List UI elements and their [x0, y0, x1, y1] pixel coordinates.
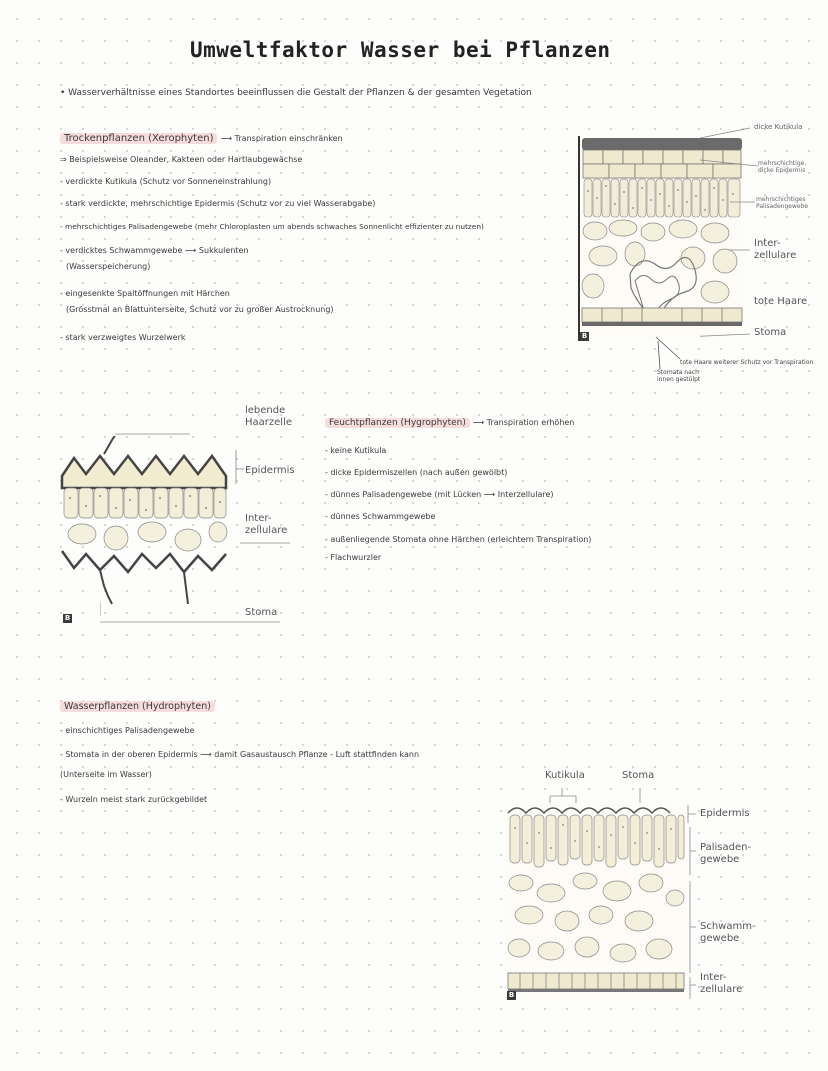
xero-heading-row — [60, 133, 343, 144]
hydro-line: (Unterseite im Wasser) — [60, 770, 152, 779]
hygro-epidermis-bracket — [232, 444, 302, 484]
xero-line: - eingesenkte Spaltöffnungen mit Härchen — [60, 289, 230, 298]
hygro-leader-lines — [100, 414, 190, 624]
hydro-label-epidermis: Epidermis — [700, 808, 750, 819]
hydro-leaf-drawing — [505, 803, 687, 1003]
hydro-heading: Wasserpflanzen (Hydrophyten) — [60, 701, 215, 712]
hydro-figure-mark: B — [508, 991, 515, 999]
xero-line: - stark verdickte, mehrschichtige Epidermis (Schutz vor zu viel Wasserabgabe) — [60, 199, 376, 208]
xero-label-kutikula: dicke Kutikula — [754, 123, 803, 131]
hygro-inter-line — [240, 540, 300, 550]
hydro-label-stoma: Stoma — [622, 770, 655, 781]
xero-label-palisaden: mehrschichtiges Palisadengewebe — [756, 196, 809, 210]
hygro-heading: Feuchtpflanzen (Hygrophyten) — [325, 418, 470, 428]
xero-note-stomata: Stomata nach innen gestülpt — [657, 369, 701, 383]
page-title: Umweltfaktor Wasser bei Pflanzen — [190, 38, 611, 62]
hygro-line: - außenliegende Stomata ohne Härchen (erleichtern Transpiration) — [325, 535, 592, 544]
hydro-line: - Wurzeln meist stark zurückgebildet — [60, 795, 208, 804]
hygro-label-inter: Inter- zellulare — [245, 513, 288, 536]
xero-label-inter: Inter- zellulare — [754, 238, 797, 261]
xero-arrow: ⟶ Transpiration einschränken — [220, 134, 343, 143]
xero-figure-mark: B — [581, 332, 588, 340]
hygro-line: - dünnes Schwammgewebe — [325, 512, 436, 521]
xero-line: - verdickte Kutikula (Schutz vor Sonneneinstrahlung) — [60, 177, 272, 186]
xero-line: (Grösstmal an Blattunterseite, Schutz vor zu großer Austrocknung) — [66, 305, 334, 314]
xero-line: ⇒ Beispielsweise Oleander, Kakteen oder Hartlaubgewächse — [60, 155, 303, 164]
hydro-label-palisaden: Palisaden- gewebe — [700, 842, 752, 865]
hydro-line: - einschichtiges Palisadengewebe — [60, 726, 195, 735]
xero-leader-lines — [700, 120, 790, 350]
hydro-heading-row — [60, 701, 215, 712]
xero-heading: Trockenpflanzen (Xerophyten) — [60, 133, 217, 144]
hygro-heading-row — [325, 418, 574, 428]
hygro-label-haarzelle: lebende Haarzelle — [245, 405, 292, 428]
xero-label-haare: tote Haare — [754, 296, 808, 307]
hygro-stoma-line — [100, 618, 300, 628]
xero-note-haare: tote Haare weiterer Schutz vor Transpiration — [680, 359, 814, 366]
hygro-line: - dünnes Palisadengewebe (mit Lücken ⟶ Interzellulare) — [325, 490, 554, 499]
hydro-label-kutikula: Kutikula — [545, 770, 585, 781]
xero-line: (Wasserspeicherung) — [66, 262, 151, 271]
hydro-label-schwamm: Schwamm- gewebe — [700, 921, 756, 944]
xero-line: - mehrschichtiges Palisadengewebe (mehr Chloroplasten um abends schwaches Sonnenlicht effizienter zu nutzen) — [60, 222, 484, 231]
hydro-line: - Stomata in der oberen Epidermis ⟶ damit Gasaustausch Pflanze - Luft stattfinden kann — [60, 750, 420, 759]
hygro-figure-mark: B — [64, 614, 71, 622]
hydro-label-inter: Inter- zellulare — [700, 972, 743, 995]
xero-label-epidermis: mehrschichtige, dicke Epidermis — [758, 160, 807, 174]
hygro-line: - dicke Epidermiszellen (nach außen gewölbt) — [325, 468, 508, 477]
xero-line: - verdicktes Schwammgewebe ⟶ Sukkulenten — [60, 246, 249, 255]
hygro-line: - Flachwurzler — [325, 553, 382, 562]
hygro-label-stoma: Stoma — [245, 607, 278, 618]
hygro-label-epidermis: Epidermis — [245, 465, 295, 476]
hygro-line: - keine Kutikula — [325, 446, 387, 455]
xero-line: - stark verzweigtes Wurzelwerk — [60, 333, 186, 342]
xero-label-stoma: Stoma — [754, 327, 787, 338]
intro-text: • Wasserverhältnisse eines Standortes beeinflussen die Gestalt der Pflanzen & der gesamten Vegetation — [60, 88, 532, 98]
hygro-arrow: ⟶ Transpiration erhöhen — [472, 418, 575, 427]
